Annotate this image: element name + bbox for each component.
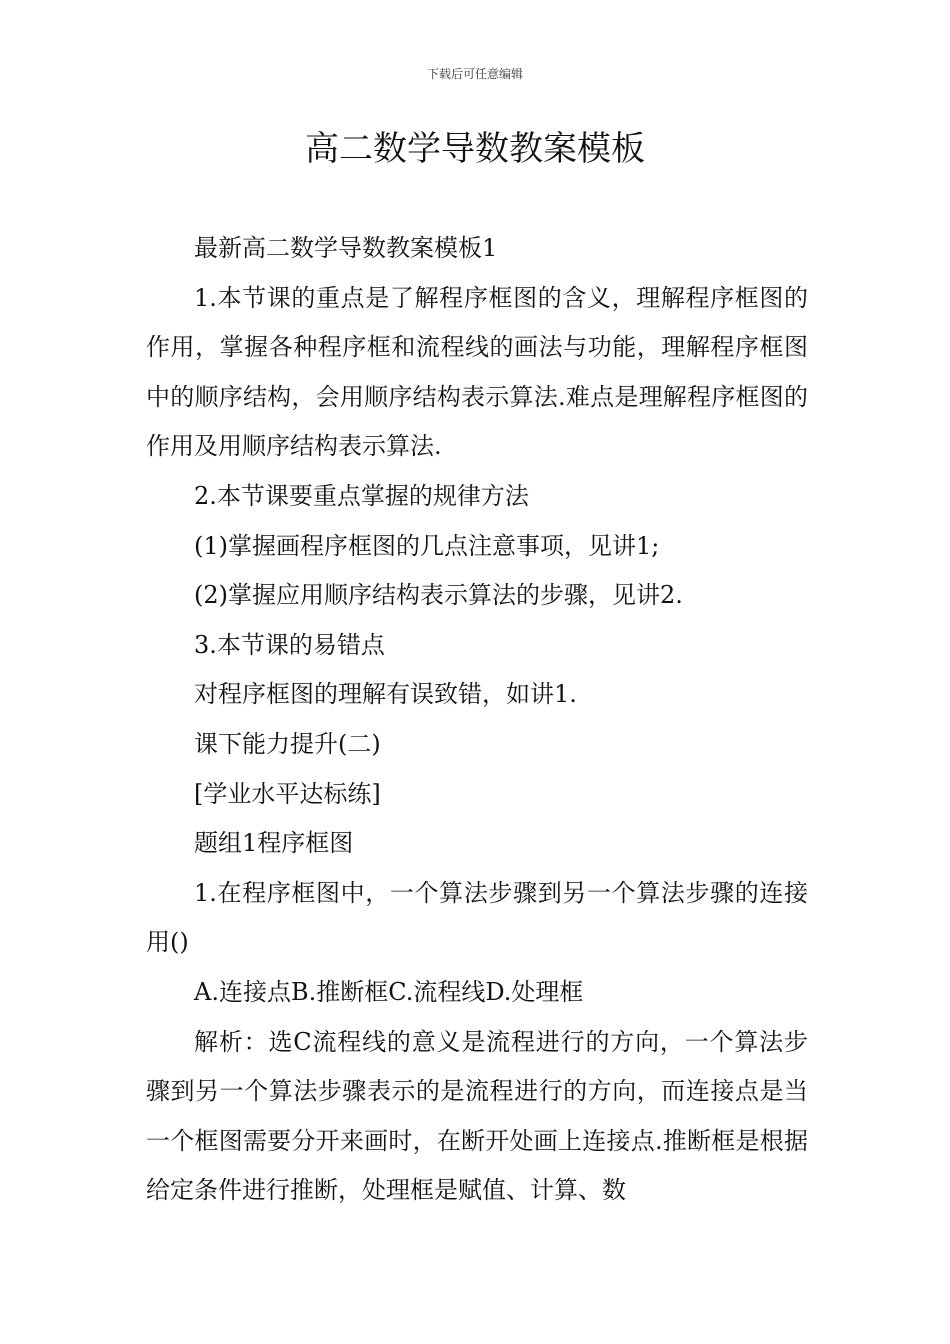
paragraph-options: A.连接点B.推断框C.流程线D.处理框 (194, 977, 584, 1006)
paragraph-error-1: 对程序框图的理解有误致错，如讲1. (194, 680, 577, 709)
document-body (146, 224, 808, 1216)
paragraph-question-1: 1.在程序框图中，一个算法步骤到另一个算法步骤的连接用() (146, 878, 808, 957)
header-note: 下载后可任意编辑 (426, 67, 523, 81)
paragraph-group-heading: 题组1程序框图 (194, 829, 354, 858)
paragraph-key-points: 1.本节课的重点是了解程序框图的含义，理解程序框图的作用，掌握各种程序框和流程线的画法与功能，理解程序框图中的顺序结构，会用顺序结构表示算法.难点是理解程序框图的作用及用顺序结构表示算法. (146, 283, 808, 461)
paragraph-analysis: 解析：选C流程线的意义是流程进行的方向，一个算法步骤到另一个算法步骤表示的是流程进行的方向，而连接点是当一个框图需要分开来画时，在断开处画上连接点.推断框是根据给定条件进行推断，处理框是赋值、计算、数 (146, 1027, 808, 1205)
document-title: 高二数学导数教案模板 (305, 129, 645, 169)
paragraph-subtitle: 最新高二数学导数教案模板1 (194, 234, 498, 262)
paragraph-method-2: (2)掌握应用顺序结构表示算法的步骤，见讲2. (194, 581, 683, 610)
paragraph-practice-heading: [学业水平达标练] (194, 779, 381, 808)
paragraph-errors-heading: 3.本节课的易错点 (194, 630, 385, 659)
paragraph-methods-heading: 2.本节课要重点掌握的规律方法 (194, 481, 529, 510)
paragraph-method-1: (1)掌握画程序框图的几点注意事项，见讲1; (194, 531, 660, 560)
paragraph-exercise-heading: 课下能力提升(二) (194, 729, 381, 758)
